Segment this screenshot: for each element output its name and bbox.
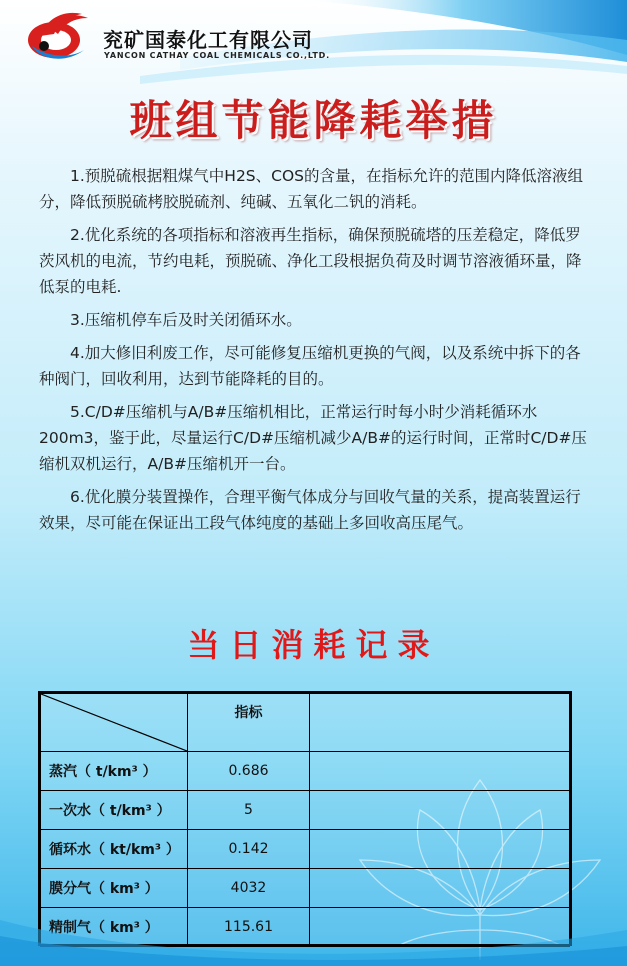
row-item-value: 115.61	[188, 908, 310, 947]
company-name-english: YANCON CATHAY COAL CHEMICALS CO.,LTD.	[104, 51, 330, 60]
measure-item-1: 1.预脱硫根据粗煤气中H2S、COS的含量，在指标允许的范围内降低溶液组分，降低预脱硫栲胶脱硫剂、纯碱、五氧化二钒的消耗。	[39, 167, 584, 211]
measure-item-4: 4.加大修旧利废工作，尽可能修复压缩机更换的气阀，以及系统中拆下的各种阀门，回收利用，达到节能降耗的目的。	[39, 344, 581, 388]
row-item-label: 精制气（ km³ ）	[41, 908, 188, 947]
measure-item-5: 5.C/D#压缩机与A/B#压缩机相比，正常运行时每小时少消耗循环水200m3，鉴于此，尽量运行C/D#压缩机减少A/B#的运行时间，正常时C/D#压缩机双机运行，A/B#压缩机开一台。	[39, 403, 587, 473]
row-item-value: 5	[188, 791, 310, 830]
row-item-label: 循环水（ kt/km³ ）	[41, 830, 188, 869]
row-item-extra	[310, 752, 570, 791]
table-row	[41, 752, 570, 791]
row-item-label: 膜分气（ km³ ）	[41, 869, 188, 908]
bottom-swoosh-decoration	[0, 900, 627, 966]
row-item-value: 4032	[188, 869, 310, 908]
record-title: 当日消耗记录	[187, 626, 440, 664]
row-item-label: 蒸汽（ t/km³ ）	[41, 752, 188, 791]
row-item-extra	[310, 830, 570, 869]
measure-item-2: 2.优化系统的各项指标和溶液再生指标，确保预脱硫塔的压差稳定，降低罗茨风机的电流，节约电耗，预脱硫、净化工段根据负荷及时调节溶液循环量，降低泵的电耗.	[39, 226, 582, 296]
page-title: 班组节能降耗举措	[129, 96, 498, 145]
row-item-value: 0.142	[188, 830, 310, 869]
company-name-chinese: 兖矿国泰化工有限公司	[103, 28, 313, 52]
table-corner-cell	[41, 694, 188, 752]
table-header-indicator: 指标	[188, 694, 310, 752]
measure-item-6: 6.优化膜分装置操作，合理平衡气体成分与回收气量的关系，提高装置运行效果，尽可能在保证出工段气体纯度的基础上多回收高压尾气。	[39, 488, 581, 532]
table-row	[41, 830, 570, 869]
table-header-blank	[310, 694, 570, 752]
measure-item-3: 3.压缩机停车后及时关闭循环水。	[70, 311, 302, 329]
table-header-row	[41, 694, 570, 752]
table-row	[41, 791, 570, 830]
row-item-extra	[310, 791, 570, 830]
company-logo-icon	[22, 6, 94, 62]
row-item-label: 一次水（ t/km³ ）	[41, 791, 188, 830]
row-item-value: 0.686	[188, 752, 310, 791]
measures-list	[39, 163, 595, 543]
